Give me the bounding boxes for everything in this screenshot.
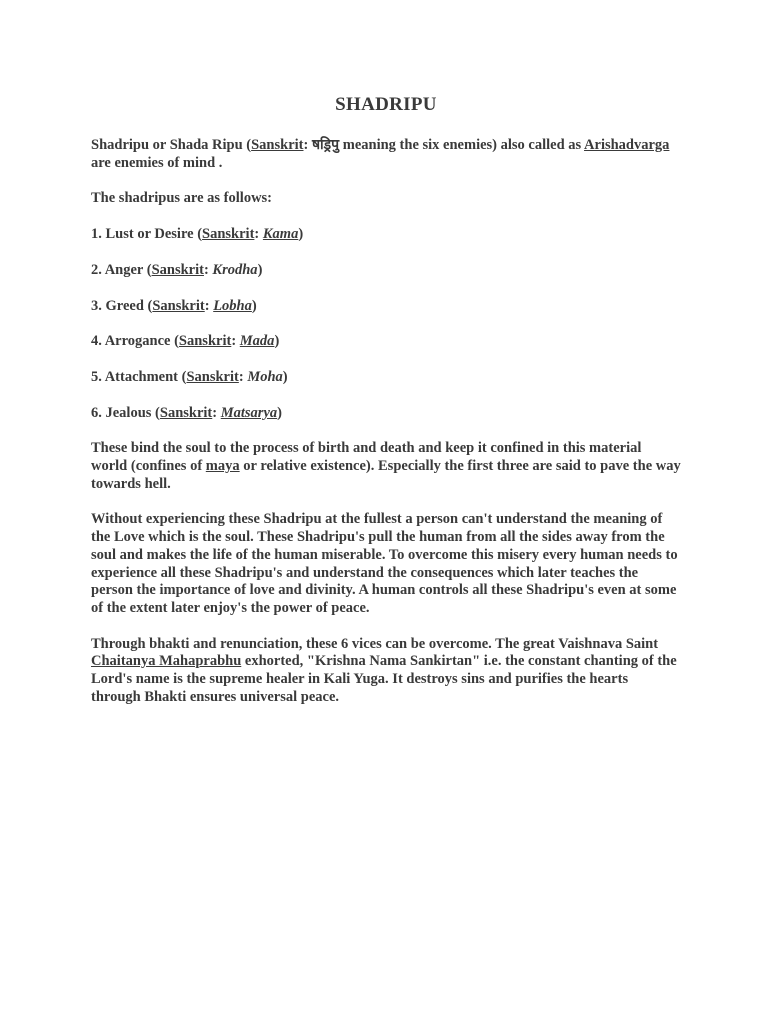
devanagari-term: षड्रिपु xyxy=(311,137,340,153)
article-body xyxy=(91,137,681,724)
intro-colon: : xyxy=(303,137,312,153)
bhakti-text-1: Through bhakti and renunciation, these 6 vices can be overcome. The great Vaishnava Saint xyxy=(91,635,659,652)
vice-colon: : xyxy=(212,404,221,421)
bind-paragraph xyxy=(91,440,681,493)
vice-colon: : xyxy=(203,261,213,278)
sanskrit-link[interactable]: Sanskrit xyxy=(202,226,255,243)
vice-label: 1. Lust or Desire ( xyxy=(91,226,203,243)
sanskrit-link[interactable]: Sanskrit xyxy=(186,368,239,385)
maya-link[interactable]: maya xyxy=(205,458,240,475)
sanskrit-link[interactable]: Sanskrit xyxy=(159,404,213,421)
intro-paragraph xyxy=(91,137,681,172)
vice-colon: : xyxy=(231,333,240,350)
vice-close-paren: ) xyxy=(282,368,288,385)
vice-term[interactable]: Lobha xyxy=(213,297,252,314)
vice-list-item xyxy=(91,333,681,351)
vice-close-paren: ) xyxy=(277,404,282,421)
sanskrit-link[interactable]: Sanskrit xyxy=(152,297,205,314)
vice-term[interactable]: Mada xyxy=(239,333,275,350)
sanskrit-link[interactable]: Sanskrit xyxy=(251,137,304,153)
vice-list-item xyxy=(91,262,681,280)
vice-label: 3. Greed ( xyxy=(91,297,153,314)
vice-close-paren: ) xyxy=(298,226,304,243)
vice-close-paren: ) xyxy=(274,333,280,350)
chaitanya-mahaprabhu-link[interactable]: Chaitanya Mahaprabhu xyxy=(91,653,242,670)
vice-colon: : xyxy=(204,297,214,314)
vice-list-item xyxy=(91,226,681,244)
bind-text-2: or relative existence). Especially the first three are said to pave the way towards hell. xyxy=(91,458,681,492)
vice-term[interactable]: Matsarya xyxy=(220,404,278,421)
bind-text-1: These bind the soul to the process of birth and death and keep it confined in this material world (confines of xyxy=(91,440,642,475)
vice-label: 4. Arrogance ( xyxy=(91,333,179,350)
experience-paragraph: Without experiencing these Shadripu at the fullest a person can't understand the meaning of the Love which is the soul. These Shadripu's pull the human from all the sides away from the soul and makes the life of the human miserable. To overcome this misery every human needs to experience all these Shadripu's and understand the consequences which later teaches the person the importance of love and divinity. A human controls all these Shadripu's even at some of the extent later enjoy's the power of peace. xyxy=(91,511,678,616)
vice-term[interactable]: Kama xyxy=(262,226,299,243)
vice-list xyxy=(91,226,681,422)
page-title: SHADRIPU xyxy=(335,94,437,115)
arishadvarga-link[interactable]: Arishadvarga xyxy=(584,137,670,153)
vice-list-item xyxy=(91,298,681,316)
vice-term: Moha xyxy=(247,368,283,385)
vice-label: 2. Anger ( xyxy=(91,261,152,278)
vice-close-paren: ) xyxy=(251,297,257,314)
list-intro: The shadripus are as follows: xyxy=(91,190,273,207)
vice-label: 5. Attachment ( xyxy=(91,368,187,385)
intro-text-1: Shadripu or Shada Ripu ( xyxy=(91,137,252,153)
vice-colon: : xyxy=(238,368,248,385)
sanskrit-link[interactable]: Sanskrit xyxy=(151,261,204,278)
bhakti-paragraph xyxy=(91,636,681,707)
sanskrit-link[interactable]: Sanskrit xyxy=(178,333,232,350)
vice-list-item xyxy=(91,369,681,387)
vice-list-item xyxy=(91,405,681,423)
intro-text-3: are enemies of mind . xyxy=(91,154,223,171)
intro-text-2: meaning the six enemies) also called as xyxy=(339,137,585,153)
vice-label: 6. Jealous ( xyxy=(91,404,160,421)
vice-term: Krodha xyxy=(212,261,258,278)
bhakti-text-2: exhorted, "Krishna Nama Sankirtan" i.e. the constant chanting of the Lord's name is the supreme healer in Kali Yuga. It destroys sins and purifies the hearts through Bhakti ensures universal peace. xyxy=(91,653,677,705)
vice-close-paren: ) xyxy=(257,261,263,278)
vice-colon: : xyxy=(254,226,263,243)
